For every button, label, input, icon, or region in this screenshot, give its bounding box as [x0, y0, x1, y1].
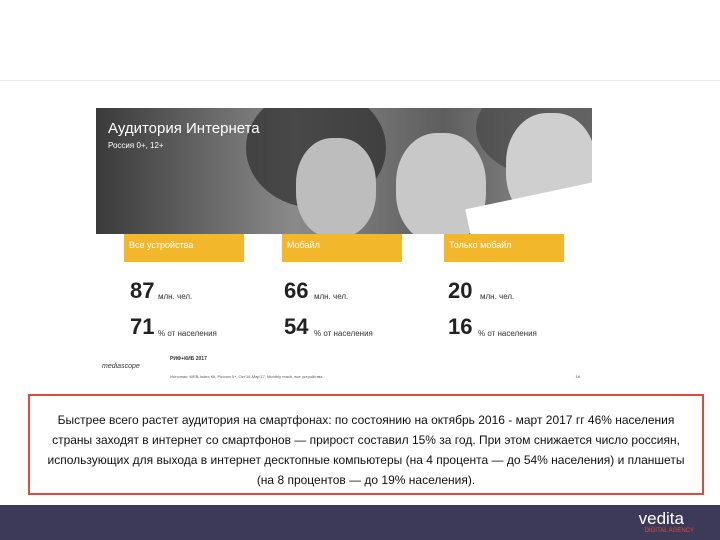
percent-mobile: 54	[284, 314, 309, 339]
source-note: Источник: WEB-Index Kit, Россия 0+, Окт'16-Мар'17, Monthly reach, все устройства	[170, 374, 323, 379]
slide-subtitle: Россия 0+, 12+	[108, 141, 164, 150]
count-mobile: 66	[284, 278, 309, 303]
percent-unit-mobile-only: % от населения	[478, 329, 537, 338]
slide-title: Аудитория Интернета	[108, 120, 260, 137]
count-unit-all-devices: млн. чел.	[158, 292, 193, 301]
percent-unit-all-devices: % от населения	[158, 329, 217, 338]
slide-page-number: 16	[575, 374, 580, 379]
teens-photo	[96, 108, 592, 234]
column-header-mobile-only: Только мобайл	[444, 234, 564, 262]
percent-mobile-only: 16	[448, 314, 473, 339]
top-divider	[0, 80, 720, 81]
source-title: РИФ+КИБ 2017	[170, 356, 207, 362]
infographic-slide	[96, 108, 592, 390]
footer-bar	[0, 505, 720, 540]
caption-text: Быстрее всего растет аудитория на смартфонах: по состоянию на октябрь 2016 - март 2017 гг 46% населения страны заходят в интернет со смартфонов — прирост составил 15% за год. При этом снижается число россиян, использующих для выхода в интернет десктопные компьютеры (на 4 процента — до 54% населения) и планшеты (на 8 процентов — до 19% населения).	[47, 413, 685, 487]
caption-box	[28, 394, 704, 495]
count-all-devices: 87	[130, 278, 155, 303]
percent-unit-mobile: % от населения	[314, 329, 373, 338]
vedita-tagline: DIGITAL AGENCY	[644, 528, 694, 534]
mediascope-logo: mediascope	[102, 363, 140, 370]
column-header-mobile: Мобайл	[282, 234, 402, 262]
count-unit-mobile-only: млн. чел.	[480, 292, 515, 301]
percent-all-devices: 71	[130, 314, 155, 339]
count-mobile-only: 20	[448, 278, 473, 303]
count-unit-mobile: млн. чел.	[314, 292, 349, 301]
vedita-logo: vedita	[638, 509, 684, 528]
column-header-all-devices: Все устройства	[124, 234, 244, 262]
